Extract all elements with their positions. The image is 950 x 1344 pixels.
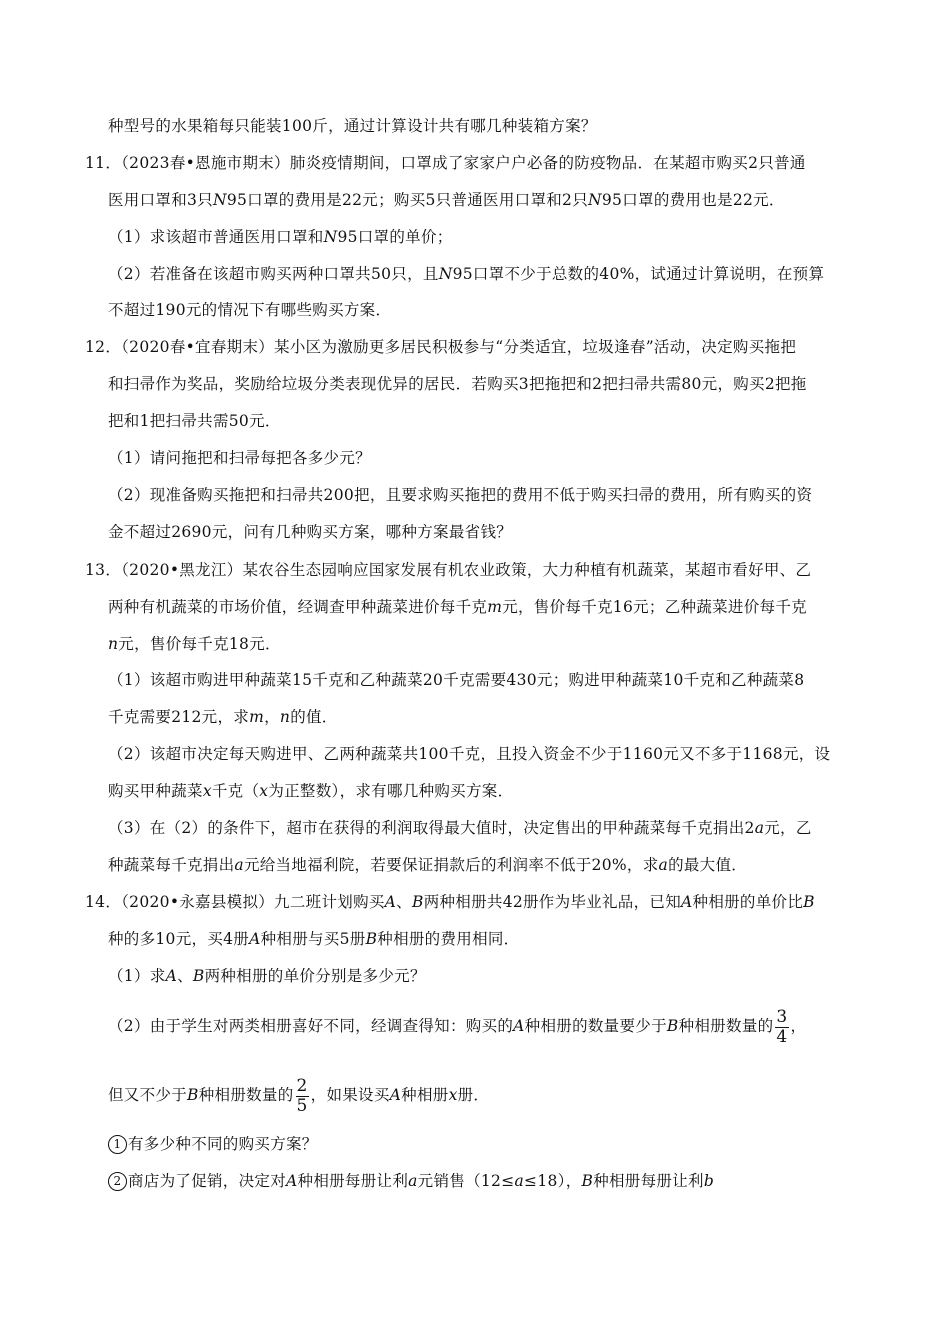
text-line [108,966,426,986]
text-line [108,116,597,136]
text: 两种相册共42册作为毕业礼品，已知 [423,893,682,911]
question-13-line [85,560,811,580]
text-line [108,1004,806,1048]
var: x [448,1086,458,1104]
text: 种相册的数量要少于 [524,1017,667,1035]
text: 、 [177,967,193,985]
var: n [108,635,119,653]
var: A [249,930,261,948]
text: 医用口罩和3只 [108,191,213,209]
circled-number: 1 [108,1135,127,1154]
text: （2）由于学生对两类相册喜好不同，经调查得知：购买的 [108,1017,514,1035]
var: a [658,856,669,874]
var: B [666,1017,679,1035]
text: 种相册 [401,1086,449,1104]
text: 册． [457,1086,490,1104]
text: ≤18）， [524,1172,582,1190]
text: 95口罩的费用也是22元． [601,191,785,209]
text-line [108,1134,318,1154]
text: 元，乙 [764,819,812,837]
text: ，如果设买 [310,1086,390,1104]
question-14-line [85,892,815,912]
var: B [581,1172,594,1190]
text: 千克（ [211,782,260,800]
text: 元，售价每千克16元；乙种蔬菜进价每千克 [502,598,807,616]
var: A [286,1172,298,1190]
text: 种相册每册让利 [593,1172,704,1190]
text: 元销售（12≤ [417,1172,515,1190]
text-line [108,597,807,617]
line-text: （2）现准备购买拖把和扫帚共200把，且要求购买拖把的费用不低于购买扫帚的费用，所有购买的资 [108,486,813,504]
text: （2）若准备在该超市购买两种口罩共50只，且 [108,265,439,283]
var: N [588,191,602,209]
var: a [408,1172,418,1190]
var: a [514,1172,525,1190]
text: 为正整数），求有哪几种购买方案． [268,782,514,800]
var: m [487,598,503,616]
line-text: （1）该超市购进甲种蔬菜15千克和乙种蔬菜20千克需要430元；购进甲种蔬菜10千克和乙种蔬菜8 [108,671,805,689]
var: B [803,893,815,911]
var: N [438,265,453,283]
var: A [681,893,693,911]
var: A [389,1086,402,1104]
text-line [108,781,513,801]
text: 种相册每册让利 [297,1172,409,1190]
text: 种相册的单价比 [692,893,804,911]
var: A [384,893,397,911]
var: n [279,708,291,726]
text: 但又不少于 [108,1086,188,1104]
fraction-numerator: 2 [296,1075,308,1096]
var: x [202,782,212,800]
text-line [108,448,371,468]
text-line [108,744,830,764]
var: N [323,228,338,246]
line-text: 种型号的水果箱每只能装100斤，通过计算设计共有哪几种装箱方案？ [108,117,597,135]
text-line [108,818,812,838]
fraction-denominator: 4 [776,1026,788,1047]
text: 千克需要212元，求 [108,708,250,726]
text: 种蔬菜每千克捐出 [108,856,235,874]
text: 95口罩不少于总数的40%，试通过计算说明，在预算 [452,265,825,283]
text-line [108,411,281,431]
text: 种相册数量的 [678,1017,774,1035]
line-text: 金不超过2690元，问有几种购买方案，哪种方案最省钱？ [108,523,513,541]
text: 95口罩的单价； [337,228,453,246]
fraction-three-quarters [775,1008,788,1047]
text-line [108,707,338,727]
fraction-denominator: 5 [296,1095,308,1116]
text: 购买甲种蔬菜 [108,782,203,800]
text: 的值． [290,708,338,726]
var: a [234,856,244,874]
text: 元给当地福利院，若要保证捐款后的利润率不低于20%，求 [243,856,659,874]
text: 种相册数量的 [198,1086,294,1104]
line-text: （2）该超市决定每天购进甲、乙两种蔬菜共100千克，且投入资金不少于1160元又不多于1168元，设 [108,745,831,763]
line-text: 和扫帚作为奖品，奖励给垃圾分类表现优异的居民．若购买3把拖把和2把扫帚共需80元，购买2把拖 [108,375,807,393]
text: 种的多10元，买4册 [108,930,250,948]
var: A [165,967,178,985]
text: ， [790,1017,807,1035]
text-line [108,1073,489,1117]
text: 种相册与买5册 [260,930,366,948]
line-text: 12．（2020春•宜春期末）某小区为激励更多居民积极参与“分类适宜，垃圾逢春”活动，决定购买拖把 [85,338,797,356]
text-line [108,634,281,654]
text-line [108,264,824,284]
text-line [108,855,747,875]
question-11-line [85,153,806,173]
text: 两种相册的单价分别是多少元？ [204,967,426,985]
var: B [192,967,205,985]
text-line [108,300,391,320]
var: B [365,930,378,948]
text: （1）求该超市普通医用口罩和 [108,228,324,246]
text: 商店为了促销，决定对 [128,1172,287,1190]
text: 种相册的费用相同． [377,930,520,948]
text: （3）在（2）的条件下，超市在获得的利润取得最大值时，决定售出的甲种蔬菜每千克捐出2 [108,819,755,837]
var: b [703,1172,715,1190]
text-line [108,1171,714,1191]
text: （1）求 [108,967,166,985]
text: 两种有机蔬菜的市场价值，经调查甲种蔬菜进价每千克 [108,598,488,616]
line-text: （1）请问拖把和扫帚每把各多少元？ [108,449,371,467]
text-line [108,522,512,542]
text-line [108,227,453,247]
text: 的最大值． [668,856,748,874]
line-text: 11．（2023春•恩施市期末）肺炎疫情期间，口罩成了家家户户必备的防疫物品．在某超市购买2只普通 [85,154,806,172]
text-line [108,670,804,690]
question-12-line [85,337,796,357]
var: B [411,893,424,911]
circled-number: 2 [108,1172,127,1191]
text: ， [264,708,280,726]
text: 14．（2020•永嘉县模拟）九二班计划购买 [85,893,385,911]
var: a [754,819,765,837]
line-text: 13．（2020•黑龙江）某农谷生态园响应国家发展有机农业政策，大力种植有机蔬菜，某超市看好甲、乙 [85,561,812,579]
line-text: 把和1把扫帚共需50元． [108,412,281,430]
text: 、 [396,893,412,911]
text: 有多少种不同的购买方案？ [128,1135,318,1153]
line-text: 不超过190元的情况下有哪些购买方案． [108,301,392,319]
text-line [108,929,519,949]
text: 95口罩的费用是22元；购买5只普通医用口罩和2只 [226,191,589,209]
text-line [108,485,812,505]
var: x [259,782,269,800]
fraction-numerator: 3 [776,1006,788,1027]
fraction-two-fifths [296,1077,309,1116]
text-line [108,190,785,210]
var: B [187,1086,199,1104]
text-line [108,374,807,394]
var: A [513,1017,525,1035]
var: N [212,191,227,209]
var: m [249,708,265,726]
text: 元，售价每千克18元． [118,635,281,653]
